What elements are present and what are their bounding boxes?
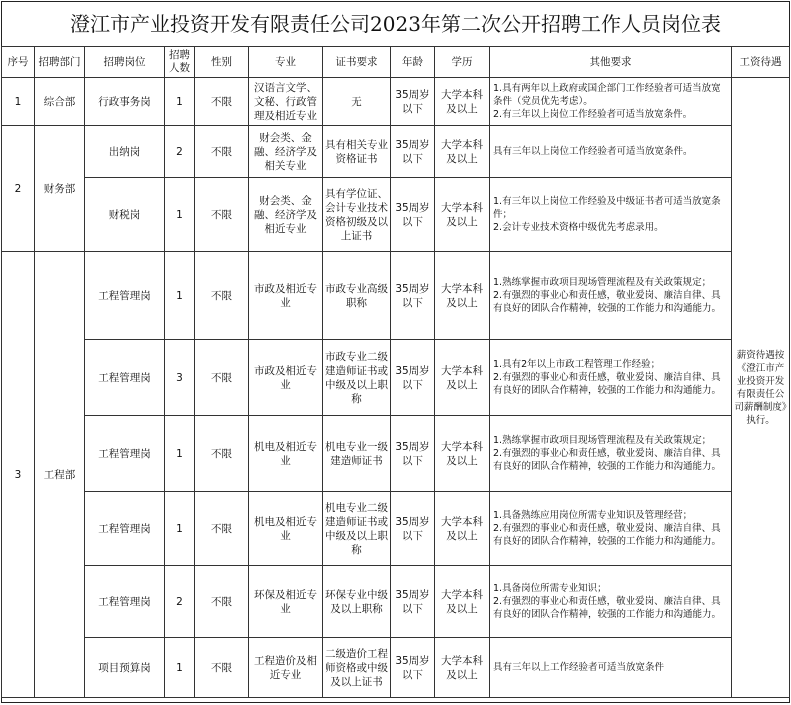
header-education: 学历 — [435, 47, 490, 78]
cell-age: 35周岁以下 — [391, 126, 435, 178]
cell-count: 2 — [165, 566, 195, 638]
table-row — [2, 78, 790, 126]
cell-count: 1 — [165, 638, 195, 698]
cell-other: 1.有三年以上岗位工作经验及中级证书者可适当放宽条件； 2.会计专业技术资格中级优先考虑录用。 — [490, 178, 732, 252]
cell-certificate: 无 — [323, 78, 391, 126]
cell-major: 财会类、金融、经济学及相近专业 — [249, 178, 323, 252]
cell-gender: 不限 — [195, 178, 249, 252]
cell-position: 工程管理岗 — [85, 566, 165, 638]
group-index: 1 — [2, 78, 35, 126]
table-row — [2, 416, 790, 492]
cell-gender: 不限 — [195, 126, 249, 178]
cell-certificate: 具有相关专业资格证书 — [323, 126, 391, 178]
cell-certificate: 市政专业高级职称 — [323, 252, 391, 340]
cell-gender: 不限 — [195, 252, 249, 340]
cell-position: 工程管理岗 — [85, 416, 165, 492]
cell-education: 大学本科及以上 — [435, 78, 490, 126]
cell-position: 出纳岗 — [85, 126, 165, 178]
table-row — [2, 126, 790, 178]
cell-major: 市政及相近专业 — [249, 340, 323, 416]
cell-major: 市政及相近专业 — [249, 252, 323, 340]
table-header-row — [2, 47, 790, 78]
cell-position: 项目预算岗 — [85, 638, 165, 698]
cell-education: 大学本科及以上 — [435, 566, 490, 638]
cell-education: 大学本科及以上 — [435, 178, 490, 252]
cell-other: 1.具备熟练应用岗位所需专业知识及管理经营； 2.有强烈的事业心和责任感，敬业爱岗、廉洁自律、具有良好的团队合作精神，较强的工作能力和沟通能力。 — [490, 492, 732, 566]
cell-major: 工程造价及相近专业 — [249, 638, 323, 698]
cell-position: 行政事务岗 — [85, 78, 165, 126]
page-title: 澄江市产业投资开发有限责任公司2023年第二次公开招聘工作人员岗位表 — [2, 2, 789, 47]
cell-gender: 不限 — [195, 492, 249, 566]
cell-count: 1 — [165, 416, 195, 492]
cell-education: 大学本科及以上 — [435, 340, 490, 416]
group-department: 综合部 — [35, 78, 85, 126]
cell-certificate: 机电专业二级建造师证书或中级及以上职称 — [323, 492, 391, 566]
cell-age: 35周岁以下 — [391, 178, 435, 252]
cell-education: 大学本科及以上 — [435, 416, 490, 492]
cell-certificate: 市政专业二级建造师证书或中级及以上职称 — [323, 340, 391, 416]
cell-gender: 不限 — [195, 340, 249, 416]
salary-note: 薪资待遇按《澄江市产业投资开发有限责任公司薪酬制度》执行。 — [732, 78, 790, 698]
table-row — [2, 638, 790, 698]
cell-age: 35周岁以下 — [391, 252, 435, 340]
cell-other: 1.熟练掌握市政项目现场管理流程及有关政策规定； 2.有强烈的事业心和责任感，敬业爱岗、廉洁自律、具有良好的团队合作精神，较强的工作能力和沟通能力。 — [490, 252, 732, 340]
cell-gender: 不限 — [195, 78, 249, 126]
header-certificate: 证书要求 — [323, 47, 391, 78]
header-count: 招聘人数 — [165, 47, 195, 78]
header-position: 招聘岗位 — [85, 47, 165, 78]
cell-major: 机电及相近专业 — [249, 492, 323, 566]
cell-certificate: 具有学位证、会计专业技术资格初级及以上证书 — [323, 178, 391, 252]
cell-count: 1 — [165, 492, 195, 566]
cell-age: 35周岁以下 — [391, 638, 435, 698]
cell-count: 1 — [165, 252, 195, 340]
table-row — [2, 492, 790, 566]
header-major: 专业 — [249, 47, 323, 78]
cell-major: 机电及相近专业 — [249, 416, 323, 492]
group-department: 财务部 — [35, 126, 85, 252]
header-department: 招聘部门 — [35, 47, 85, 78]
cell-gender: 不限 — [195, 566, 249, 638]
group-index: 2 — [2, 126, 35, 252]
cell-count: 2 — [165, 126, 195, 178]
job-table — [1, 46, 790, 698]
cell-certificate: 二级造价工程师资格或中级及以上证书 — [323, 638, 391, 698]
cell-gender: 不限 — [195, 416, 249, 492]
cell-age: 35周岁以下 — [391, 78, 435, 126]
header-salary: 工资待遇 — [732, 47, 790, 78]
cell-age: 35周岁以下 — [391, 340, 435, 416]
cell-education: 大学本科及以上 — [435, 126, 490, 178]
cell-education: 大学本科及以上 — [435, 252, 490, 340]
header-index: 序号 — [2, 47, 35, 78]
cell-position: 工程管理岗 — [85, 340, 165, 416]
cell-other: 具有三年以上岗位工作经验者可适当放宽条件。 — [490, 126, 732, 178]
table-row — [2, 178, 790, 252]
header-other: 其他要求 — [490, 47, 732, 78]
cell-major: 汉语言文学、文秘、行政管理及相近专业 — [249, 78, 323, 126]
cell-other: 1.熟练掌握市政项目现场管理流程及有关政策规定； 2.有强烈的事业心和责任感，敬业爱岗、廉洁自律、具有良好的团队合作精神，较强的工作能力和沟通能力。 — [490, 416, 732, 492]
cell-position: 财税岗 — [85, 178, 165, 252]
table-wrap — [1, 46, 790, 698]
cell-gender: 不限 — [195, 638, 249, 698]
cell-education: 大学本科及以上 — [435, 492, 490, 566]
job-table-sheet — [1, 1, 790, 703]
cell-count: 3 — [165, 340, 195, 416]
cell-major: 环保及相近专业 — [249, 566, 323, 638]
cell-certificate: 环保专业中级及以上职称 — [323, 566, 391, 638]
cell-position: 工程管理岗 — [85, 492, 165, 566]
cell-education: 大学本科及以上 — [435, 638, 490, 698]
cell-major: 财会类、金融、经济学及相关专业 — [249, 126, 323, 178]
header-gender: 性别 — [195, 47, 249, 78]
header-age: 年龄 — [391, 47, 435, 78]
cell-position: 工程管理岗 — [85, 252, 165, 340]
table-row — [2, 566, 790, 638]
group-index: 3 — [2, 252, 35, 698]
cell-age: 35周岁以下 — [391, 566, 435, 638]
cell-certificate: 机电专业一级建造师证书 — [323, 416, 391, 492]
cell-other: 1.具有2年以上市政工程管理工作经验； 2.有强烈的事业心和责任感，敬业爱岗、廉洁自律、具有良好的团队合作精神，较强的工作能力和沟通能力。 — [490, 340, 732, 416]
cell-other: 具有三年以上工作经验者可适当放宽条件 — [490, 638, 732, 698]
table-row — [2, 340, 790, 416]
cell-other: 1.具有两年以上政府或国企部门工作经验者可适当放宽条件（党员优先考虑）。 2.有三年以上岗位工作经验者可适当放宽条件。 — [490, 78, 732, 126]
cell-age: 35周岁以下 — [391, 492, 435, 566]
cell-other: 1.具备岗位所需专业知识； 2.有强烈的事业心和责任感，敬业爱岗、廉洁自律、具有良好的团队合作精神，较强的工作能力和沟通能力。 — [490, 566, 732, 638]
table-row — [2, 252, 790, 340]
cell-count: 1 — [165, 178, 195, 252]
cell-age: 35周岁以下 — [391, 416, 435, 492]
group-department: 工程部 — [35, 252, 85, 698]
cell-count: 1 — [165, 78, 195, 126]
